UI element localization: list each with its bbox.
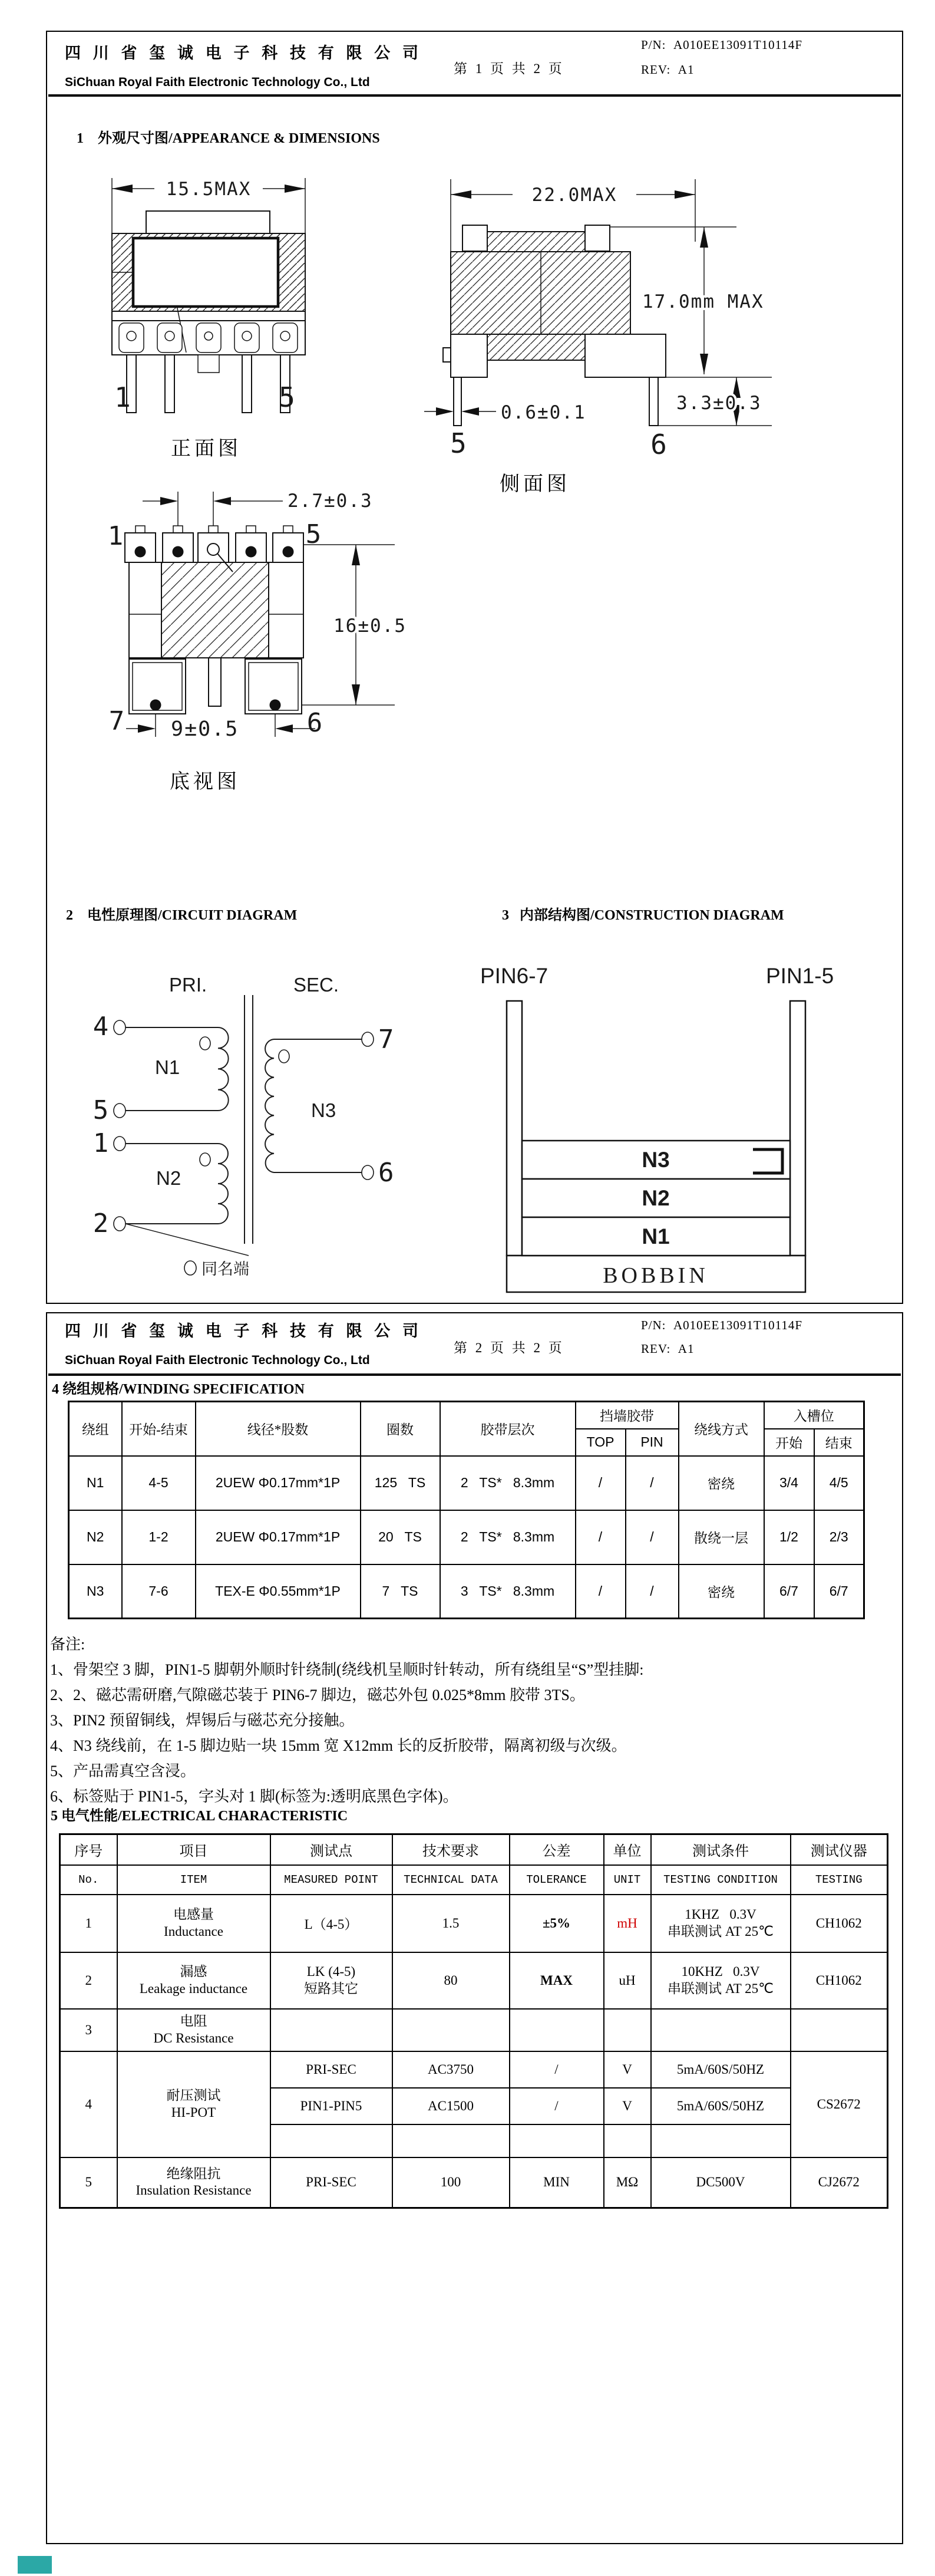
front-pin5-label: 5: [279, 381, 295, 413]
table-cell: MΩ: [604, 2157, 651, 2208]
section-2-title: 2 电性原理图/CIRCUIT DIAGRAM: [66, 908, 298, 923]
wt-h-pin: PIN: [626, 1429, 679, 1456]
phase-dot-n2: [200, 1153, 210, 1166]
item-en: Inductance: [164, 1923, 223, 1939]
section-5-title: 5 电气性能/ELECTRICAL CHARACTERISTIC: [51, 1809, 348, 1824]
et-h-tol-en: TOLERANCE: [510, 1865, 604, 1895]
bobbin-wall-left: [507, 1001, 522, 1256]
winding-table: [68, 1401, 863, 1619]
layer-n3-label: N3: [642, 1148, 670, 1172]
table-cell: 80: [392, 1952, 510, 2009]
bottom-pin5-label: 5: [305, 519, 322, 549]
circuit-pin2: 2: [92, 1208, 109, 1238]
item-en: DC Resistance: [153, 2030, 234, 2045]
wt-h-method: 绕线方式: [679, 1402, 764, 1456]
bottom-dim-length: 16±0.5: [333, 615, 407, 637]
side-dim-standoff: 3.3±0.3: [676, 393, 762, 414]
table-cell: 5: [60, 2157, 117, 2208]
et-h-data-cn: 技术要求: [392, 1834, 510, 1865]
table-cell: AC1500: [392, 2088, 510, 2124]
wt-h-turns: 圈数: [361, 1402, 440, 1456]
table-cell: 3/4: [764, 1456, 814, 1510]
table-cell: 4/5: [814, 1456, 864, 1510]
item-en: HI-POT: [171, 2104, 216, 2120]
page-indicator-p2: 第 2 页 共 2 页: [454, 1340, 564, 1355]
table-cell: TEX-E Φ0.55mm*1P: [196, 1564, 361, 1619]
table-cell: N2: [69, 1510, 122, 1564]
teal-scan-mark: [18, 2556, 52, 2574]
et-h-item-en: ITEM: [117, 1865, 270, 1895]
empty-cell: [270, 2009, 392, 2051]
empty-cell: [791, 2009, 888, 2051]
phase-dot-n3: [279, 1050, 289, 1063]
table-cell: N1: [69, 1456, 122, 1510]
item-en: Insulation Resistance: [136, 2183, 252, 2198]
pn-value: A010EE13091T10114F: [673, 38, 803, 52]
table-cell: ±5%: [510, 1895, 604, 1952]
table-cell: 1.5: [392, 1895, 510, 1952]
et-h-equip-cn: 测试仪器: [791, 1834, 888, 1865]
rev-label-p2: REV:: [641, 1342, 671, 1356]
table-cell: 6/7: [764, 1564, 814, 1619]
wt-h-slot-start: 开始: [764, 1429, 814, 1456]
table-cell: 5mA/60S/50HZ: [651, 2051, 791, 2088]
note-item: 4、N3 绕线前，在 1-5 脚边贴一块 15mm 宽 X12mm 长的反折胶带，隔离初级与次级。: [50, 1737, 627, 1754]
side-view-drawing: [407, 171, 784, 466]
table-cell: 5mA/60S/50HZ: [651, 2088, 791, 2124]
table-cell: 密绕: [679, 1456, 764, 1510]
side-pin5-label: 5: [450, 427, 467, 459]
revision: [641, 62, 694, 77]
wt-h-wire: 线径*股数: [196, 1402, 361, 1456]
section-4-title: 4 绕组规格/WINDING SPECIFICATION: [52, 1382, 305, 1397]
dot-legend-label: 同名端: [201, 1260, 249, 1278]
company-name-cn: 四 川 省 玺 诚 电 子 科 技 有 限 公 司: [65, 44, 422, 62]
wt-h-top: TOP: [576, 1429, 626, 1456]
table-cell: MAX: [510, 1952, 604, 2009]
table-cell: CS2672: [791, 2051, 888, 2157]
bottom-pin7-label: 7: [108, 706, 125, 736]
wt-h-wall-tape: 挡墙胶带: [576, 1402, 679, 1429]
note-item: 6、标签贴于 PIN1-5，字头对 1 脚(标签为:透明底黑色字体)。: [50, 1788, 458, 1805]
table-cell: /: [626, 1510, 679, 1564]
page-indicator: 第 1 页 共 2 页: [454, 61, 564, 76]
bottom-dim-pitch: 2.7±0.3: [288, 490, 373, 512]
rev-value-p2: A1: [678, 1342, 695, 1356]
empty-cell: [270, 2124, 392, 2157]
sec-label: SEC.: [293, 974, 339, 996]
et-h-equip-en: TESTING: [791, 1865, 888, 1895]
table-cell: 6/7: [814, 1564, 864, 1619]
empty-cell: [392, 2009, 510, 2051]
circuit-pin7: 7: [378, 1025, 394, 1055]
table-cell: 100: [392, 2157, 510, 2208]
table-cell: CH1062: [791, 1895, 888, 1952]
core-lines: [245, 995, 253, 1244]
et-h-data-en: TECHNICAL DATA: [392, 1865, 510, 1895]
section-3-title: 3 内部结构图/CONSTRUCTION DIAGRAM: [502, 908, 784, 923]
et-h-no-cn: 序号: [60, 1834, 117, 1865]
et-h-tol-cn: 公差: [510, 1834, 604, 1865]
table-cell: CJ2672: [791, 2157, 888, 2208]
layer-n1-label: N1: [642, 1224, 670, 1249]
pn-label-p2: P/N:: [641, 1318, 666, 1332]
table-cell: uH: [604, 1952, 651, 2009]
table-cell: /: [510, 2051, 604, 2088]
table-cell: 1/2: [764, 1510, 814, 1564]
empty-cell: [604, 2009, 651, 2051]
et-h-no-en: No.: [60, 1865, 117, 1895]
wt-h-slot-end: 结束: [814, 1429, 864, 1456]
table-cell: CH1062: [791, 1952, 888, 2009]
electrical-table: [59, 1833, 887, 2209]
table-cell: /: [576, 1456, 626, 1510]
cond-line2: 串联测试 AT 25℃: [667, 1923, 774, 1939]
bottom-view-drawing: [88, 483, 418, 749]
empty-cell: [651, 2009, 791, 2051]
table-cell: 20 TS: [361, 1510, 440, 1564]
company-name-en-p2: SiChuan Royal Faith Electronic Technology Co., Ltd: [65, 1353, 370, 1367]
wt-h-slot: 入槽位: [764, 1402, 864, 1429]
wt-h-start-end: 开始-结束: [122, 1402, 196, 1456]
circuit-pin1: 1: [92, 1128, 109, 1158]
side-view-caption: 侧面图: [500, 473, 570, 495]
et-h-cond-en: TESTING CONDITION: [651, 1865, 791, 1895]
pri-label: PRI.: [169, 974, 207, 996]
empty-cell: [510, 2009, 604, 2051]
et-h-cond-cn: 测试条件: [651, 1834, 791, 1865]
company-name-en: SiChuan Royal Faith Electronic Technology Co., Ltd: [65, 75, 370, 89]
table-cell: L（4-5）: [270, 1895, 392, 1952]
table-cell: 2 TS* 8.3mm: [440, 1510, 576, 1564]
table-cell: 散绕一层: [679, 1510, 764, 1564]
table-cell: MIN: [510, 2157, 604, 2208]
wt-h-winding: 绕组: [69, 1402, 122, 1456]
table-cell: 4-5: [122, 1456, 196, 1510]
side-dim-width: 22.0MAX: [531, 185, 617, 206]
table-cell: 1: [60, 1895, 117, 1952]
table-cell: /: [626, 1456, 679, 1510]
empty-cell: [392, 2124, 510, 2157]
note-item: 5、产品需真空含浸。: [50, 1763, 196, 1780]
table-cell: 密绕: [679, 1564, 764, 1619]
side-dim-pin: 0.6±0.1: [501, 402, 586, 423]
table-cell: DC500V: [651, 2157, 791, 2208]
table-cell: V: [604, 2051, 651, 2088]
notes-block: [50, 1632, 875, 1809]
table-cell: /: [576, 1510, 626, 1564]
pn-label: P/N:: [641, 38, 666, 52]
table-cell: 1-2: [122, 1510, 196, 1564]
point-line2: 短路其它: [304, 1981, 358, 1996]
et-h-item-cn: 项目: [117, 1834, 270, 1865]
table-cell: 2UEW Φ0.17mm*1P: [196, 1456, 361, 1510]
note-item: 2、2、磁芯需研磨,气隙磁芯装于 PIN6-7 脚边，磁芯外包 0.025*8mm 胶带 3TS。: [50, 1686, 585, 1704]
table-cell: PRI-SEC: [270, 2051, 392, 2088]
bobbin-wall-right: [790, 1001, 805, 1256]
front-pins: [127, 355, 290, 413]
table-cell: N3: [69, 1564, 122, 1619]
bobbin-label: BOBBIN: [603, 1263, 709, 1288]
point-line1: LK (4-5): [306, 1964, 356, 1979]
empty-cell: [651, 2124, 791, 2157]
cond-line2: 串联测试 AT 25℃: [667, 1981, 774, 1996]
bottom-pin6-label: 6: [306, 708, 323, 738]
table-cell: PRI-SEC: [270, 2157, 392, 2208]
construction-diagram: [468, 955, 845, 1309]
layer-n2-label: N2: [642, 1186, 670, 1210]
front-view-drawing: [82, 171, 342, 419]
item-cn: 绝缘阻抗: [166, 2166, 221, 2181]
table-cell: 3: [60, 2009, 117, 2051]
table-cell: /: [510, 2088, 604, 2124]
rev-label: REV:: [641, 62, 671, 77]
table-cell: V: [604, 2088, 651, 2124]
cond-line1: 1KHZ 0.3V: [685, 1906, 756, 1922]
table-cell: /: [576, 1564, 626, 1619]
wt-h-tape: 胶带层次: [440, 1402, 576, 1456]
front-pin1-label: 1: [114, 381, 131, 413]
circuit-pin4: 4: [92, 1012, 109, 1042]
et-h-unit-en: UNIT: [604, 1865, 651, 1895]
circuit-n1: N1: [155, 1056, 180, 1078]
cond-line1: 10KHZ 0.3V: [681, 1964, 760, 1979]
table-cell: 3 TS* 8.3mm: [440, 1564, 576, 1619]
table-cell: 2UEW Φ0.17mm*1P: [196, 1510, 361, 1564]
bottom-body: [129, 562, 303, 658]
table-cell: /: [626, 1564, 679, 1619]
et-h-unit-cn: 单位: [604, 1834, 651, 1865]
table-cell: PIN1-PIN5: [270, 2088, 392, 2124]
table-cell: 2: [60, 1952, 117, 2009]
circuit-pin5: 5: [92, 1095, 109, 1125]
rev-value: A1: [678, 62, 695, 77]
part-number: [641, 38, 802, 52]
notes-title: 备注:: [50, 1636, 85, 1653]
part-number-p2: [641, 1318, 802, 1333]
note-item: 1、骨架空 3 脚，PIN1-5 脚朝外顺时针绕制(绕线机呈顺时针转动，所有绕组呈“S”型挂脚:: [50, 1661, 644, 1678]
table-cell: 125 TS: [361, 1456, 440, 1510]
table-cell: 7 TS: [361, 1564, 440, 1619]
header-rule: [48, 94, 901, 97]
empty-cell: [604, 2124, 651, 2157]
phase-dot-legend: [184, 1261, 196, 1275]
empty-cell: [510, 2124, 604, 2157]
item-en: Leakage inductance: [139, 1981, 248, 1996]
item-cn: 漏感: [180, 1964, 207, 1979]
table-cell: 2 TS* 8.3mm: [440, 1456, 576, 1510]
circuit-n3: N3: [311, 1099, 336, 1121]
et-h-point-cn: 测试点: [270, 1834, 392, 1865]
item-cn: 耐压测试: [166, 2087, 221, 2103]
note-item: 3、PIN2 预留铜线，焊锡后与磁芯充分接触。: [50, 1712, 355, 1729]
table-cell: 2/3: [814, 1510, 864, 1564]
pn-value-p2: A010EE13091T10114F: [673, 1318, 803, 1332]
circuit-diagram: [71, 961, 424, 1282]
front-view-caption: 正面图: [171, 438, 242, 460]
table-cell: 7-6: [122, 1564, 196, 1619]
side-pin6-label: 6: [650, 429, 667, 460]
construction-right-label: PIN1-5: [766, 964, 834, 988]
bottom-pin1-label: 1: [107, 521, 124, 551]
front-dim-width: 15.5MAX: [166, 179, 252, 200]
circuit-n2: N2: [156, 1167, 181, 1189]
unit-mh: mH: [604, 1895, 651, 1952]
circuit-pin6: 6: [378, 1158, 394, 1188]
et-h-point-en: MEASURED POINT: [270, 1865, 392, 1895]
side-dim-height: 17.0mm MAX: [642, 291, 764, 312]
revision-p2: [641, 1342, 694, 1356]
section-1-title: 1 外观尺寸图/APPEARANCE & DIMENSIONS: [77, 131, 380, 146]
table-cell: AC3750: [392, 2051, 510, 2088]
item-cn: 电阻: [180, 2013, 207, 2028]
item-cn: 电感量: [173, 1906, 214, 1922]
header-rule-p2: [48, 1373, 901, 1376]
company-name-cn-p2: 四 川 省 玺 诚 电 子 科 技 有 限 公 司: [65, 1322, 422, 1340]
table-cell: 4: [60, 2051, 117, 2157]
bottom-dim-width: 9±0.5: [171, 717, 239, 741]
side-body: [443, 225, 666, 377]
bottom-view-caption: 底视图: [170, 771, 240, 793]
phase-dot-n1: [200, 1037, 210, 1050]
construction-left-label: PIN6-7: [480, 964, 549, 988]
